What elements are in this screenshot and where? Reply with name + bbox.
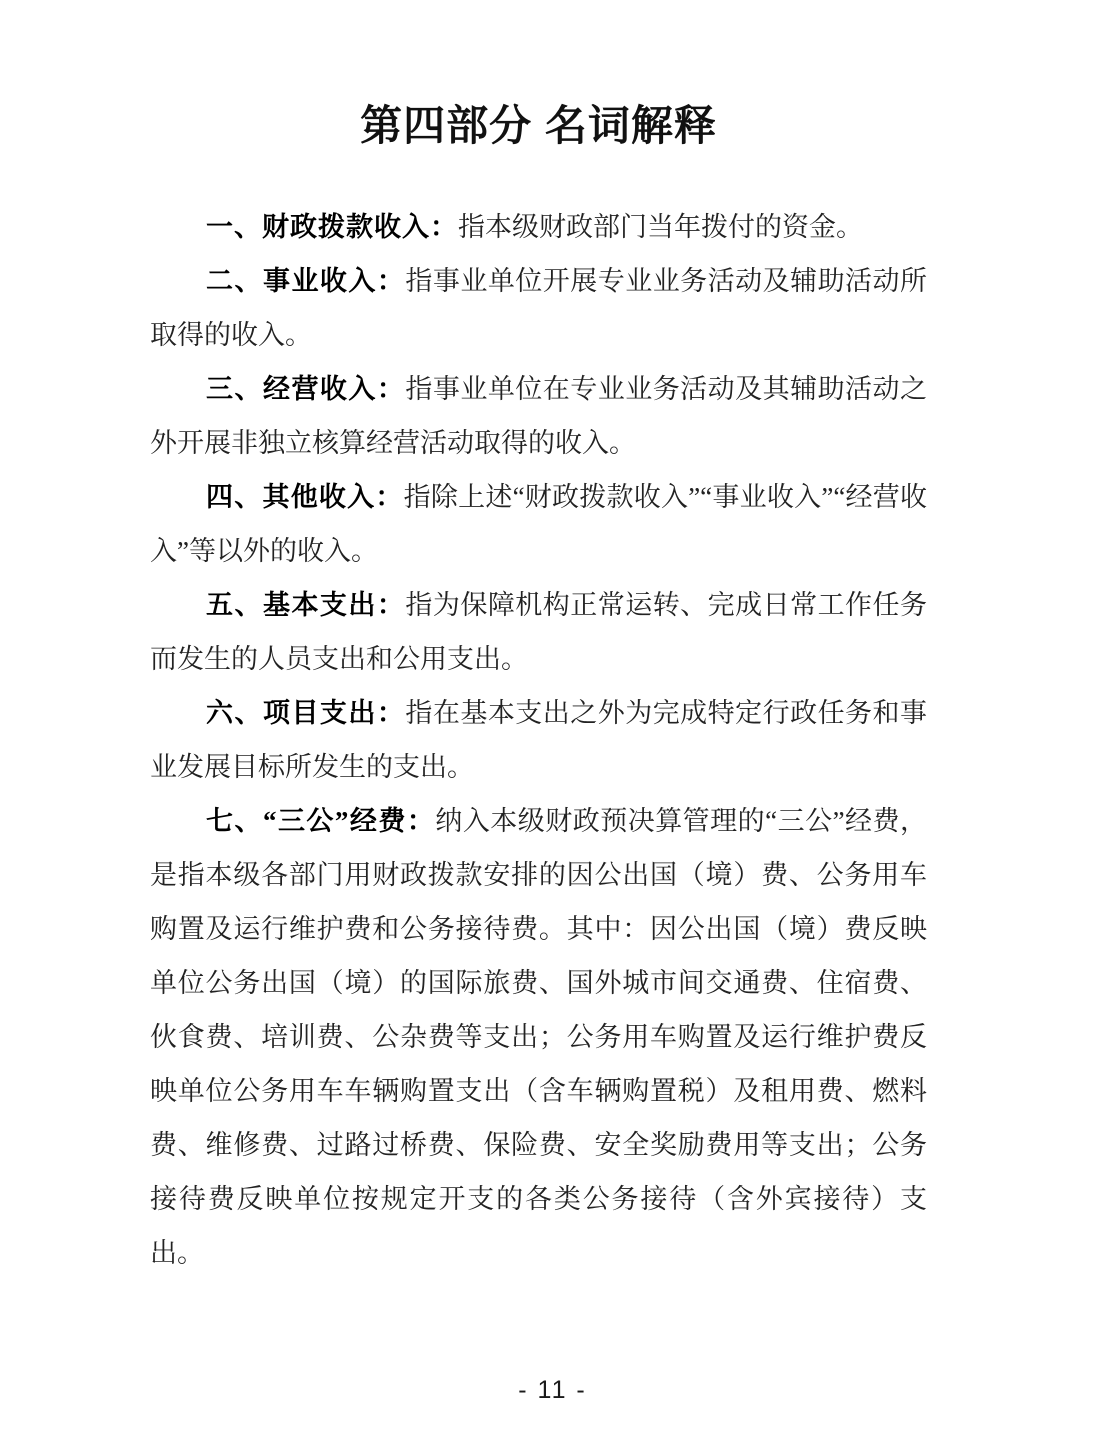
term-definition: 指事业单位开展专业业务活动及辅助活动所取得的收入。 bbox=[150, 266, 928, 350]
term-label: 三、经营收入： bbox=[206, 374, 406, 404]
term-definition-paragraph bbox=[150, 200, 927, 254]
term-definition-paragraph bbox=[150, 794, 927, 1280]
page-title: 第四部分 名词解释 bbox=[360, 102, 717, 149]
term-definition: 指为保障机构正常运转、完成日常工作任务而发生的人员支出和公用支出。 bbox=[150, 590, 928, 674]
terms-section bbox=[150, 200, 927, 1280]
page-number: - 11 - bbox=[518, 1376, 587, 1404]
term-definition: 指除上述“财政拨款收入”“事业收入”“经营收入”等以外的收入。 bbox=[150, 482, 928, 566]
term-label: 四、其他收入： bbox=[206, 482, 404, 512]
page-content bbox=[150, 0, 927, 1280]
term-label: 一、财政拨款收入： bbox=[206, 212, 458, 242]
term-definition: 指事业单位在专业业务活动及其辅助活动之外开展非独立核算经营活动取得的收入。 bbox=[150, 374, 928, 458]
term-definition-paragraph bbox=[150, 578, 927, 686]
term-definition: 指在基本支出之外为完成特定行政任务和事业发展目标所发生的支出。 bbox=[150, 698, 928, 782]
term-definition-paragraph bbox=[150, 362, 927, 470]
term-definition-paragraph bbox=[150, 254, 927, 362]
term-label: 五、基本支出： bbox=[206, 590, 406, 620]
term-label: 二、事业收入： bbox=[206, 266, 406, 296]
term-label: 七、“三公”经费： bbox=[206, 806, 436, 836]
term-definition: 纳入本级财政预决算管理的“三公”经费，是指本级各部门用财政拨款安排的因公出国（境）费、公务用车购置及运行维护费和公务接待费。其中：因公出国（境）费反映单位公务出国（境）的国际旅费、国外城市间交通费、住宿费、伙食费、培训费、公杂费等支出；公务用车购置及运行维护费反映单位公务用车车辆购置支出（含车辆购置税）及租用费、燃料费、维修费、过路过桥费、保险费、安全奖励费用等支出；公务接待费反映单位按规定开支的各类公务接待（含外宾接待）支出。 bbox=[150, 806, 927, 1268]
term-definition-paragraph bbox=[150, 686, 927, 794]
term-definition-paragraph bbox=[150, 470, 927, 578]
term-definition: 指本级财政部门当年拨付的资金。 bbox=[458, 212, 863, 242]
term-label: 六、项目支出： bbox=[206, 698, 406, 728]
